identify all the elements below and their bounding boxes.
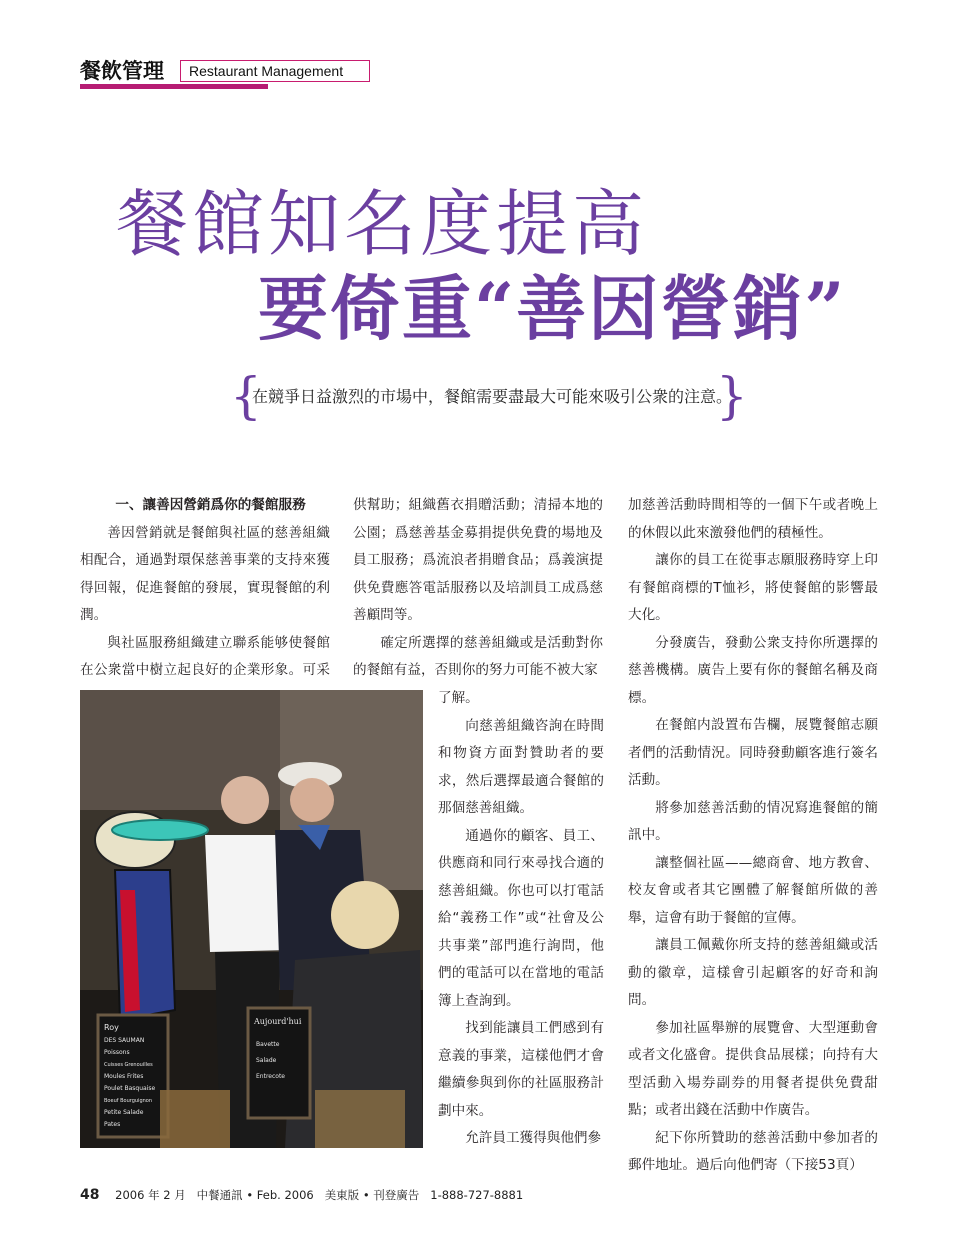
paragraph: 允許員工獲得與他們參 [465, 1130, 602, 1146]
column-3 [628, 492, 878, 1180]
paragraph: 分發廣告，發動公衆支持你所選擇的慈善機構。廣告上要有你的餐館名稱及商標。 [628, 634, 878, 706]
article-subtitle: 在競爭日益激烈的市場中，餐館需要盡最大可能來吸引公衆的注意。 [252, 387, 733, 406]
right-brace-icon: } [716, 367, 748, 425]
paragraph: 供幫助；組織舊衣捐贈活動；清掃本地的公園；爲慈善基金募捐提供免費的場地及員工服務；爲流浪者捐贈食品；爲義演提供免費應答電話服務以及培訓員工成爲慈善顧問等。 [353, 497, 603, 623]
menu-line: Salade [256, 1057, 277, 1064]
menu-line: Entrecote [256, 1073, 285, 1080]
column-2-bottom [438, 685, 604, 1153]
menu-line: Moules Frites [104, 1073, 144, 1080]
subtitle-block [230, 367, 748, 425]
section-title-en: Restaurant Management [180, 60, 370, 82]
footer-publication: 中餐通訊 • Feb. 2006 [196, 1188, 314, 1202]
article-title-line2: 要倚重“善因營銷” [258, 267, 847, 350]
paragraph: 找到能讓員工們感到有意義的事業，這樣他們才會繼續參與到你的社區服務計劃中來。 [438, 1020, 604, 1119]
paragraph: 讓整個社區——總商會、地方教會、校友會或者其它團體了解餐館所做的善舉，這會有助于餐館的宣傳。 [628, 854, 878, 926]
menu-line: Boeuf Bourguignon [104, 1098, 153, 1104]
section-heading: 一、讓善因營銷爲你的餐館服務 [115, 497, 306, 513]
column-2-top [353, 492, 603, 685]
paragraph: 讓你的員工在從事志願服務時穿上印有餐館商標的T恤衫，將使餐館的影響最大化。 [628, 552, 878, 623]
wicker-chair-icon [160, 1090, 230, 1148]
paragraph: 通過你的顧客、員工、供應商和同行來尋找合適的慈善組織。你也可以打電話給“義務工作”或“社會及公共事業”部門進行詢問，他們的電話可以在當地的電話簿上查詢到。 [438, 827, 604, 1009]
footer-phone: 1-888-727-8881 [430, 1188, 524, 1202]
photo-illustration [80, 690, 423, 1148]
page-footer [80, 1187, 880, 1203]
paragraph: 將參加慈善活動的情况寫進餐館的簡訊中。 [628, 799, 878, 843]
section-title-cn: 餐飲管理 [80, 59, 164, 83]
paragraph: 紀下你所贊助的慈善活動中參加者的郵件地址。過后向他們寄（下接53頁） [628, 1129, 878, 1173]
paragraph: 在餐館内設置布告欄，展覽餐館志願者們的活動情況。同時發動顧客進行簽名活動。 [628, 717, 878, 788]
menu-line: Poulet Basquaise [104, 1085, 156, 1092]
paragraph: 向慈善組織咨詢在時間和物資方面對贊助者的要求，然后選擇最適合餐館的那個慈善組織。 [438, 717, 604, 816]
restaurant-photo [80, 690, 423, 1148]
menu-board-right [248, 1008, 310, 1118]
footer-edition: 美東版 • 刊登廣告 [324, 1188, 420, 1202]
menu-line: Petite Salade [104, 1109, 144, 1116]
menu-line: Aujourd'hui [254, 1017, 302, 1026]
paragraph: 與社區服務組織建立聯系能够使餐館在公衆當中樹立起良好的企業形象。可采 [80, 634, 330, 678]
menu-line: Cuisses Grenouilles [104, 1062, 153, 1068]
menu-line: Bavette [256, 1041, 280, 1048]
menu-line: Pates [104, 1121, 121, 1128]
paragraph: 讓員工佩戴你所支持的慈善組織或活動的徽章，這樣會引起顧客的好奇和詢問。 [628, 937, 878, 1008]
menu-line: DES SAUMAN [104, 1037, 145, 1044]
article-title-line1: 餐館知名度提高 [116, 182, 649, 266]
menu-line: Roy [104, 1023, 119, 1032]
section-underline [80, 84, 268, 89]
wicker-chair-icon [315, 1090, 405, 1148]
menu-line: Poissons [104, 1049, 130, 1056]
menu-board-left [98, 1015, 168, 1137]
paragraph: 確定所選擇的慈善組織或是活動對你的餐館有益，否則你的努力可能不被大家 [353, 634, 603, 678]
paragraph: 善因營銷就是餐館與社區的慈善組織相配合，通過對環保慈善事業的支持來獲得回報，促進餐館的發展，實現餐館的利潤。 [80, 524, 330, 623]
paragraph: 參加社區舉辦的展覽會、大型運動會或者文化盛會。提供食品展樣；向持有大型活動入場券副券的用餐者提供免費甜點；或者出錢在活動中作廣告。 [628, 1019, 878, 1118]
left-brace-icon: { [230, 367, 262, 425]
footer-date: 2006 年 2 月 [115, 1188, 186, 1202]
page-number: 48 [80, 1187, 100, 1203]
paragraph: 了解。 [438, 690, 479, 706]
column-1 [80, 492, 330, 712]
paragraph: 加慈善活動時間相等的一個下午或者晚上的休假以此來激發他們的積極性。 [628, 497, 878, 541]
